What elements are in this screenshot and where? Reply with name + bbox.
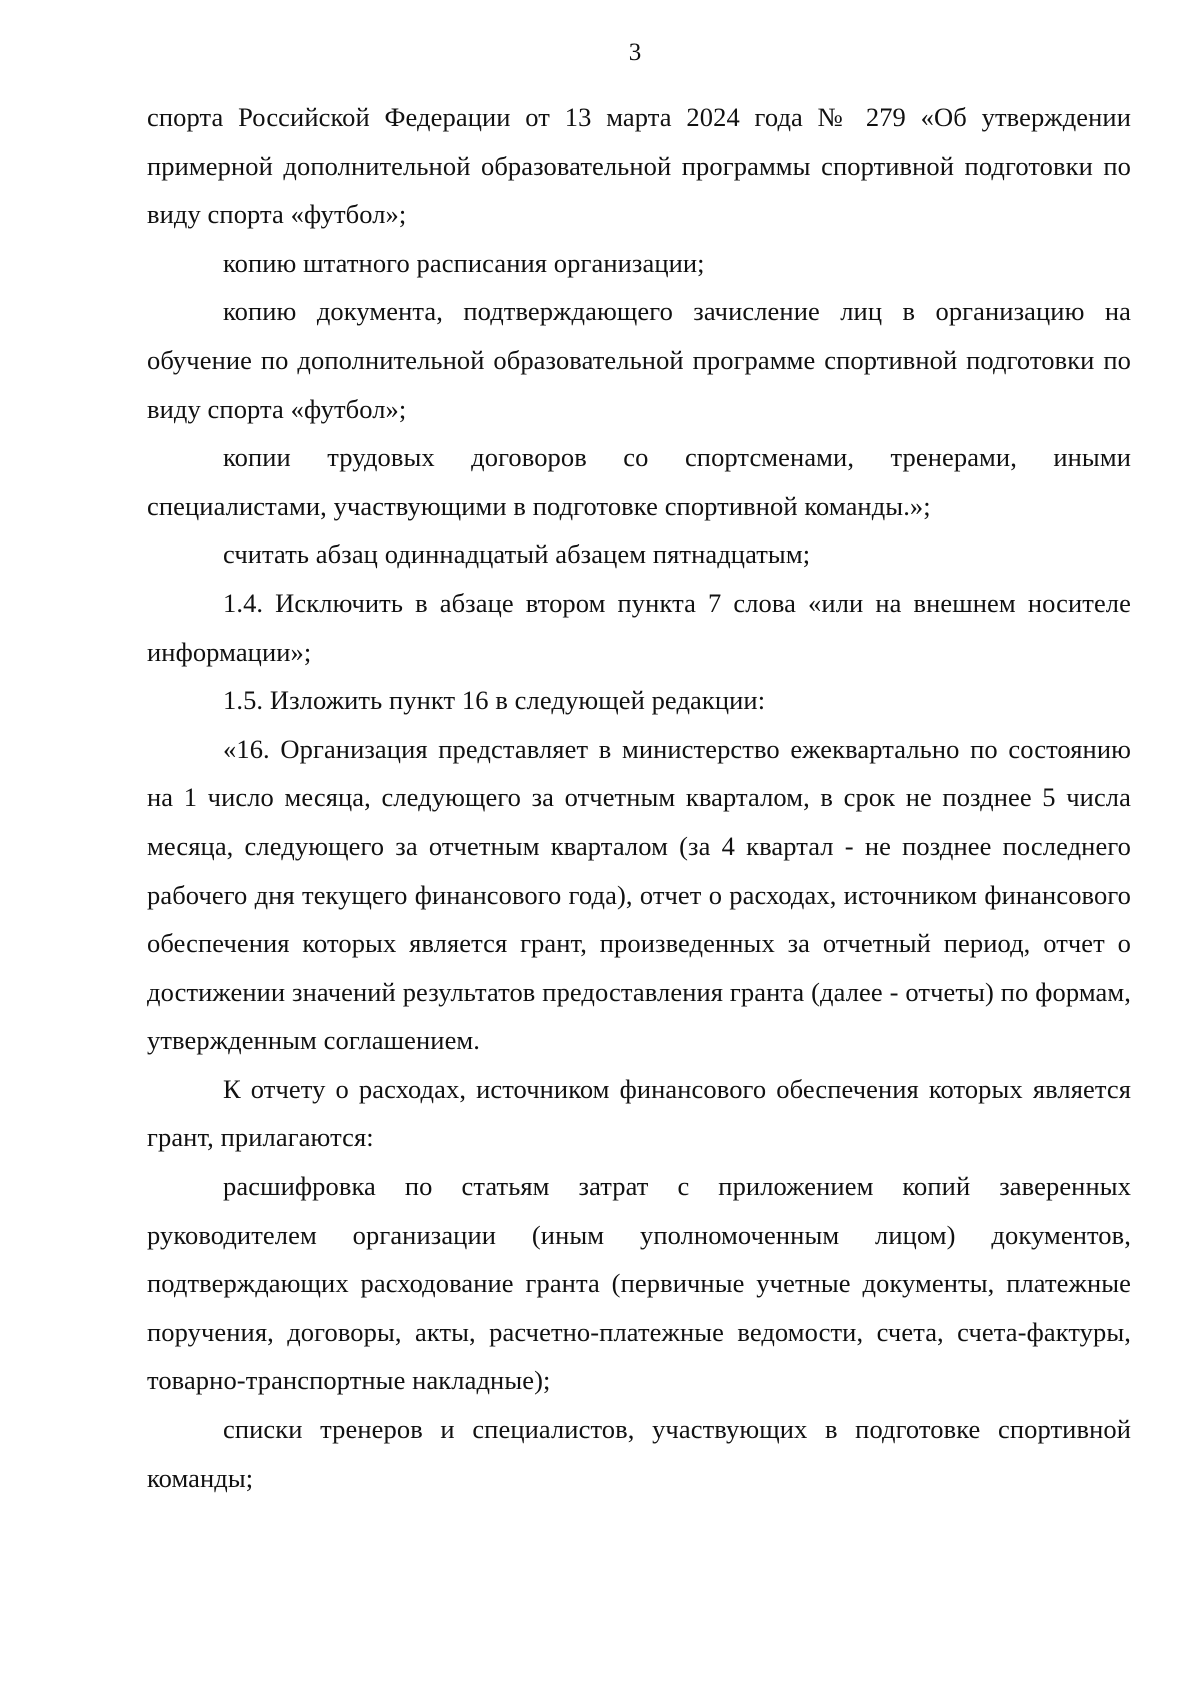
paragraph-labor-contracts: копии трудовых договоров со спортсменами, тренерами, иными специалистами, участвующими в подготовке спортивной команды.»; (147, 442, 1131, 521)
paragraph-report-attachments: К отчету о расходах, источником финансового обеспечения которых является грант, прилагаются: (147, 1073, 1131, 1153)
paragraph-cost-breakdown: расшифровка по статьям затрат с приложением копий заверенных руководителем организации (иным уполномоченным лицом) документов, подтверждающих расходование гранта (первичные учетные документы, платежные поручения, договоры, акты, расчетно-платежные ведомости, счета, счета-фактуры, товарно-транспортные накладные); (147, 1171, 1131, 1396)
paragraph-item-1-5: 1.5. Изложить пункт 16 в следующей редакции: (223, 685, 766, 716)
paragraph-enrollment-document: копию документа, подтверждающего зачисление лиц в организацию на обучение по дополнительной образовательной программе спортивной подготовки по виду спорта «футбол»; (147, 296, 1131, 424)
paragraph-continuation: спорта Российской Федерации от 13 марта 2024 года № 279 «Об утверждении примерной дополнительной образовательной программы спортивной подготовки по виду спорта «футбол»; (147, 102, 1131, 230)
paragraph-point-16: «16. Организация представляет в министерство ежеквартально по состоянию на 1 число месяца, следующего за отчетным кварталом, в срок не позднее 5 числа месяца, следующего за отчетным кварталом (за 4 квартал - не позднее последнего рабочего дня текущего финансового года), отчет о расходах, источником финансового обеспечения которых является грант, произведенных за отчетный период, отчет о достижении значений результатов предоставления гранта (далее - отчеты) по формам, утвержденным соглашением. (147, 733, 1131, 1056)
paragraph-staff-schedule: копию штатного расписания организации; (223, 247, 705, 278)
paragraph-renumber-abzac: считать абзац одиннадцатый абзацем пятнадцатым; (223, 539, 811, 570)
paragraph-trainer-lists: списки тренеров и специалистов, участвующих в подготовке спортивной команды; (147, 1414, 1131, 1493)
paragraph-item-1-4: 1.4. Исключить в абзаце втором пункта 7 слова «или на внешнем носителе информации»; (147, 587, 1131, 667)
document-body (147, 93, 1131, 1502)
page-number: 3 (628, 39, 642, 66)
